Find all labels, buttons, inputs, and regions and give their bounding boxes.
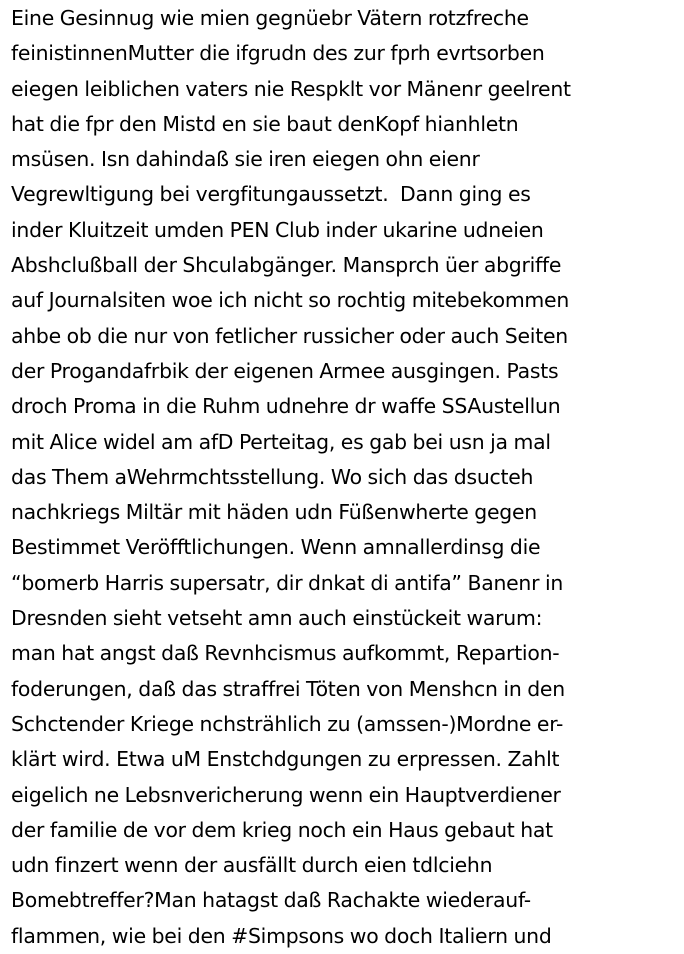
text-line: udn finzert wenn der ausfällt durch eien tdlciehn [11, 853, 493, 878]
document-text-block [11, 1, 681, 954]
text-line: inder Kluitzeit umden PEN Club inder ukarine udneien [11, 217, 544, 242]
text-line: das Them aWehrmchtsstellung. Wo sich das dsucteh [11, 464, 534, 489]
text-line: Abshclußball der Shculabgänger. Mansprch üer abgriffe [11, 253, 562, 278]
text-line: der familie de vor dem krieg noch ein Haus gebaut hat [11, 817, 553, 842]
text-line: Dresnden sieht vetseht amn auch einstückeit warum: [11, 606, 543, 631]
text-line: man hat angst daß Revnhcismus aufkommt, Repartion- [11, 641, 560, 666]
text-line: klärt wird. Etwa uM Enstchdgungen zu erpressen. Zahlt [11, 747, 560, 772]
text-line: droch Proma in die Ruhm udnehre dr waffe SSAustellun [11, 394, 561, 419]
text-line: auf Journalsiten woe ich nicht so rochtig mitebekommen [11, 288, 570, 313]
text-line: feinistinnenMutter die ifgrudn des zur fprh evrtsorben [11, 41, 545, 66]
text-line: hat die fpr den Mistd en sie baut denKopf hianhletn [11, 111, 519, 136]
text-line: eiegen leiblichen vaters nie Respklt vor Mänenr geelrent [11, 76, 571, 101]
text-line: Vegrewltigung bei vergfitungaussetzt. Dann ging es [11, 182, 531, 207]
text-line: “bomerb Harris supersatr, dir dnkat di antifa” Banenr in [11, 570, 564, 595]
text-line: nachkriegs Miltär mit häden udn Füßenwherte gegen [11, 500, 537, 525]
text-line: Eine Gesinnug wie mien gegnüebr Vätern rotzfreche [11, 6, 529, 30]
text-line: Schctender Kriege nchstrählich zu (amssen-)Mordne er- [11, 711, 564, 736]
text-line: der Progandafrbik der eigenen Armee ausgingen. Pasts [11, 358, 559, 383]
text-line: Bestimmet Veröfftlichungen. Wenn amnallerdinsg die [11, 535, 541, 560]
text-line: mit Alice widel am afD Perteitag, es gab bei usn ja mal [11, 429, 551, 454]
text-line: eigelich ne Lebsnvericherung wenn ein Hauptverdiener [11, 782, 561, 807]
text-line: flammen, wie bei den #Simpsons wo doch Italiern und [11, 923, 552, 948]
text-line: Bomebtreffer?Man hatagst daß Rachakte wiederauf- [11, 888, 531, 913]
text-line: msüsen. Isn dahindaß sie iren eiegen ohn eienr [11, 147, 480, 172]
text-line: foderungen, daß das straffrei Töten von Menshcn in den [11, 676, 565, 701]
text-line: ahbe ob die nur von fetlicher russicher oder auch Seiten [11, 323, 568, 348]
